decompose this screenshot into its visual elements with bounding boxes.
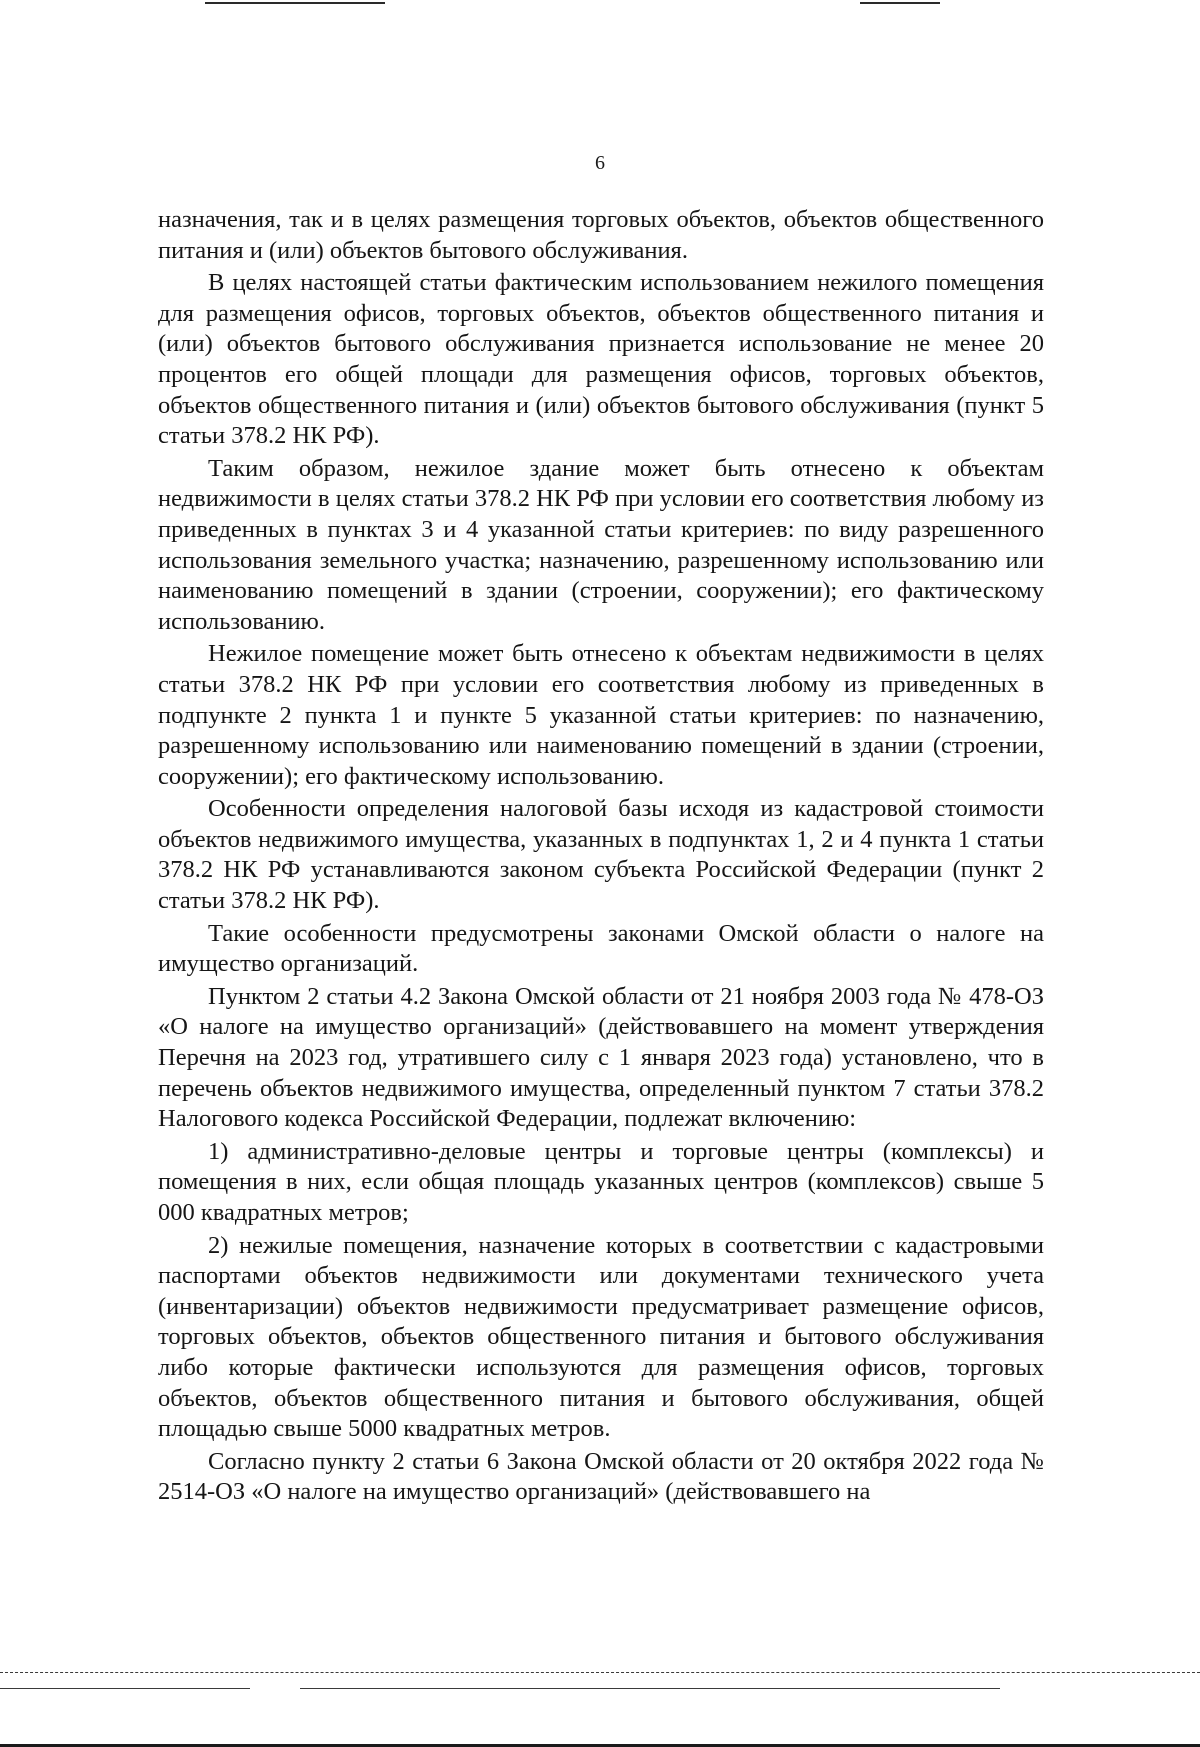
paragraph: Особенности определения налоговой базы исходя из кадастровой стоимости объектов недвижимого имущества, указанных в подпунктах 1, 2 и 4 пункта 1 статьи 378.2 НК РФ устанавливаются законом субъекта Российской Федерации (пункт 2 статьи 378.2 НК РФ). [158,795,1044,915]
scan-edge-bottom-1 [0,1672,1200,1673]
scan-edge-top-right [860,2,940,4]
scan-edge-bottom-2 [0,1688,250,1689]
page-number: 6 [595,152,605,174]
paragraph: Такие особенности предусмотрены законами Омской области о налоге на имущество организаций. [158,919,1044,978]
scan-edge-bottom-3 [300,1688,1000,1689]
paragraph: Нежилое помещение может быть отнесено к объектам недвижимости в целях статьи 378.2 НК РФ при условии его соответствия любому из приведенных в подпункте 2 пункта 1 и пункте 5 указанной статьи критериев: по назначению, разрешенному использованию или наименованию помещений в здании (строении, сооружении); его фактическому использованию. [158,640,1044,790]
paragraph: В целях настоящей статьи фактическим использованием нежилого помещения для размещения офисов, торговых объектов, объектов общественного питания и (или) объектов бытового обслуживания признается использование не менее 20 процентов его общей площади для размещения офисов, торговых объектов, объектов общественного питания и (или) объектов бытового обслуживания (пункт 5 статьи 378.2 НК РФ). [158,269,1044,450]
paragraph: Пунктом 2 статьи 4.2 Закона Омской области от 21 ноября 2003 года № 478-ОЗ «О налоге на имущество организаций» (действовавшего на момент утверждения Перечня на 2023 год, утратившего силу с 1 января 2023 года) установлено, что в перечень объектов недвижимого имущества, определенный пунктом 7 статьи 378.2 Налогового кодекса Российской Федерации, подлежат включению: [158,982,1044,1133]
paragraph: Таким образом, нежилое здание может быть отнесено к объектам недвижимости в целях статьи 378.2 НК РФ при условии его соответствия любому из приведенных в пунктах 3 и 4 указанной статьи критериев: по виду разрешенного использования земельного участка; назначению, разрешенному использованию или наименованию помещений в здании (строении, сооружении); его фактическому использованию. [158,454,1044,635]
paragraph: Согласно пункту 2 статьи 6 Закона Омской области от 20 октября 2022 года № 2514-ОЗ «О налоге на имущество организаций» (действовавшего на [158,1447,1044,1506]
list-item: 1) административно-деловые центры и торговые центры (комплексы) и помещения в них, если общая площадь указанных центров (комплексов) свыше 5 000 квадратных метров; [158,1137,1044,1226]
list-item: 2) нежилые помещения, назначение которых в соответствии с кадастровыми паспортами объектов недвижимости или документами технического учета (инвентаризации) объектов недвижимости предусматривает размещение офисов, торговых объектов, объектов общественного питания и бытового обслуживания либо которые фактически используются для размещения офисов, торговых объектов, объектов общественного питания и бытового обслуживания, общей площадью свыше 5000 квадратных метров. [158,1231,1044,1443]
document-body [158,205,1044,1510]
paragraph: назначения, так и в целях размещения торговых объектов, объектов общественного питания и (или) объектов бытового обслуживания. [158,206,1044,264]
scan-edge-top-left [205,2,385,4]
